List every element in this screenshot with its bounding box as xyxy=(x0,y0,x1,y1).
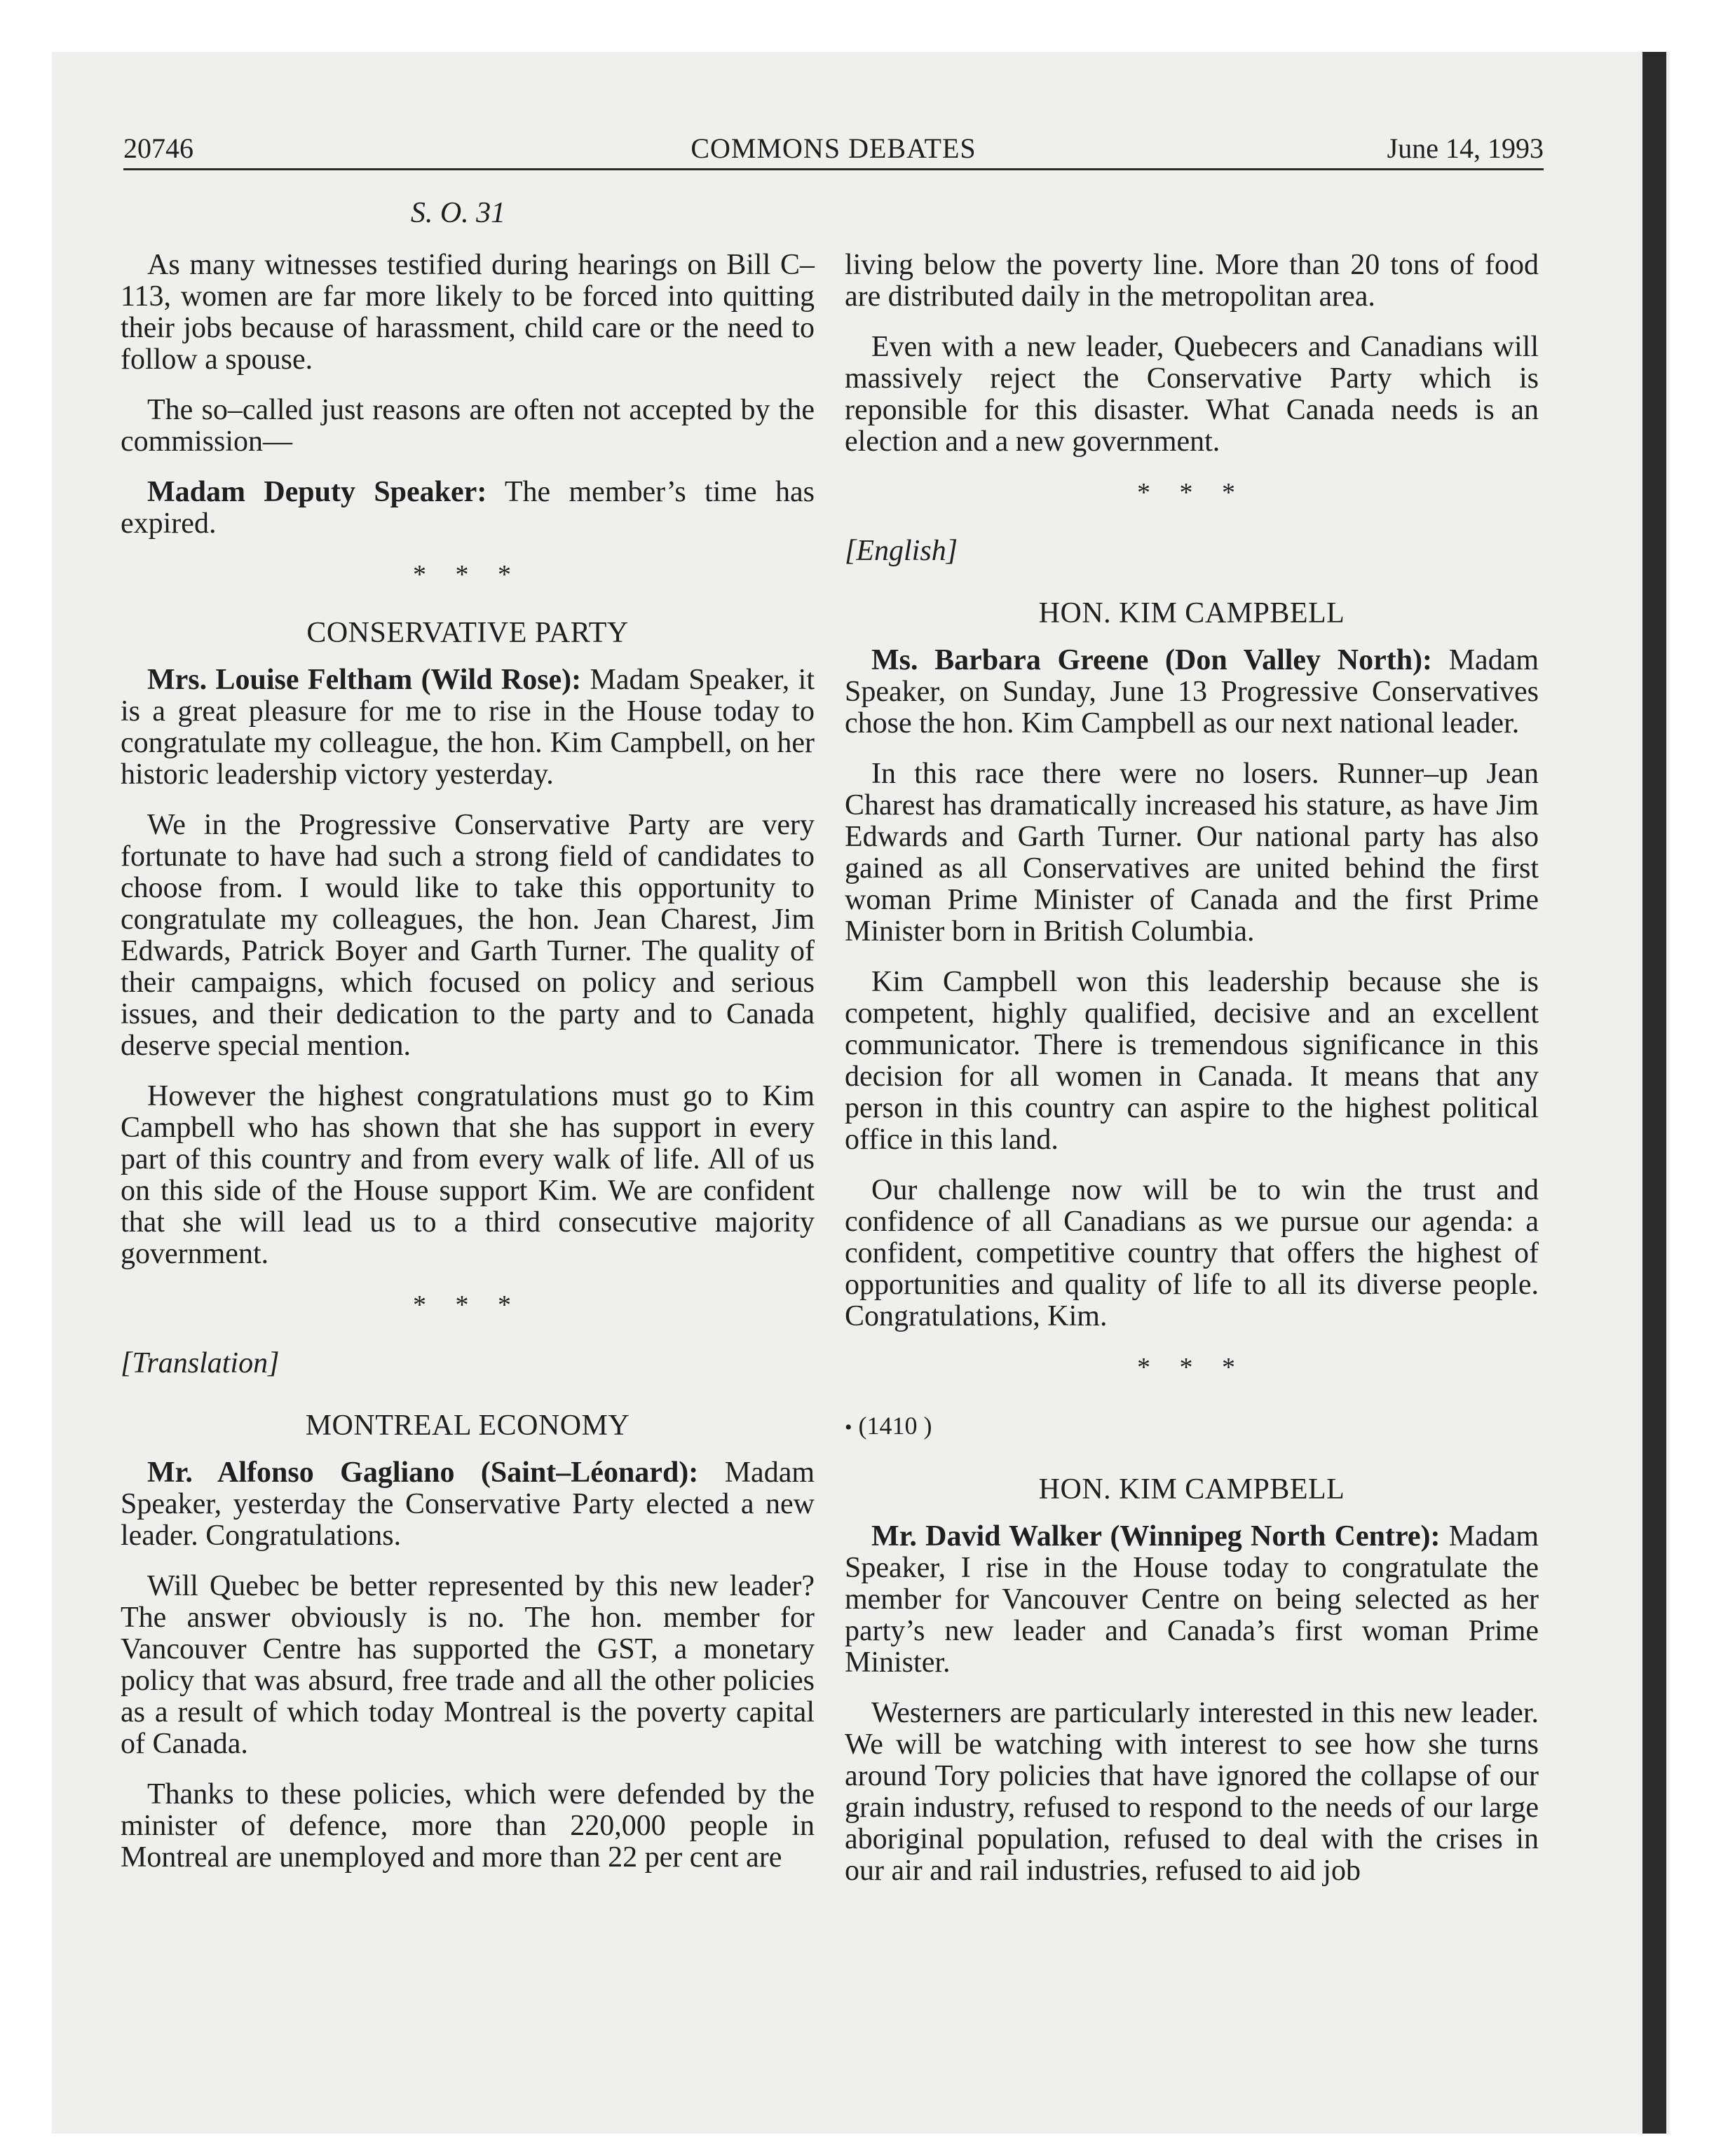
paragraph: Will Quebec be better represented by this new leader? The answer obviously is no. The hon. member for Vancouver Centre has supported the GST, a monetary policy that was absurd, free trade and all the other policies as a result of which today Montreal is the poverty capital of Canada. xyxy=(121,1570,815,1760)
speech-text: The member’s time has expired. xyxy=(121,476,815,540)
time-label: (1410 ) xyxy=(858,1412,932,1440)
bracket: [ xyxy=(121,1347,132,1379)
paragraph xyxy=(121,664,815,791)
section-heading: HON. KIM CAMPBELL xyxy=(1038,597,1345,629)
page-header xyxy=(123,128,1544,170)
speaker-name: Mr. Alfonso Gagliano (Saint–Léonard): xyxy=(147,1456,699,1489)
bullet-icon: • xyxy=(845,1416,852,1439)
paragraph: living below the poverty line. More than 20 tons of food are distributed daily in the metropolitan area. xyxy=(845,249,1539,313)
header-rule xyxy=(123,168,1544,170)
page-number: 20746 xyxy=(123,132,193,164)
paragraph: We in the Progressive Conservative Party are very fortunate to have had such a strong field of candidates to choose from. I would like to take this opportunity to congratulate my colleagues, the hon. Jean Charest, Jim Edwards, Patrick Boyer and Garth Turner. The quality of their campaigns, which focused on policy and serious issues, and their dedication to the party and to Canada deserve special mention. xyxy=(121,809,815,1062)
scan-edge xyxy=(1642,52,1666,2134)
language-label: Translation xyxy=(132,1347,268,1379)
paragraph: Thanks to these policies, which were defended by the minister of defence, more than 220,000 people in Montreal are unemployed and more than 22 per cent are xyxy=(121,1778,815,1874)
speech-text: Madam Speaker, yesterday the Conservative Party elected a new leader. Congratulations. xyxy=(121,1456,815,1552)
left-column xyxy=(121,250,815,1892)
section-tag: S. O. 31 xyxy=(410,197,506,229)
bracket: [ xyxy=(845,535,857,567)
speech-text: Madam Speaker, it is a great pleasure for me to rise in the House today to congratulate my colleague, the hon. Kim Campbell, on her historic leadership victory yesterday. xyxy=(121,664,815,791)
bracket: ] xyxy=(946,535,958,567)
speech-text: Madam Speaker, on Sunday, June 13 Progressive Conservatives chose the hon. Kim Campbell as our next national leader. xyxy=(845,644,1539,739)
paragraph xyxy=(845,1521,1539,1679)
speech-text: Madam Speaker, I rise in the House today to congratulate the member for Vancouver Centre on being selected as her party’s new leader and Canada’s first woman Prime Minister. xyxy=(845,1520,1539,1679)
section-heading: HON. KIM CAMPBELL xyxy=(1038,1473,1345,1506)
time-stamp xyxy=(845,1410,1539,1443)
bracket: ] xyxy=(268,1347,280,1379)
section-separator: * * * xyxy=(413,560,522,589)
paragraph: Even with a new leader, Quebecers and Canadians will massively reject the Conservative Party which is reponsible for this disaster. What Canada needs is an election and a new government. xyxy=(845,331,1539,458)
right-column xyxy=(845,250,1539,1906)
language-note xyxy=(121,1348,815,1379)
speaker-name: Mr. David Walker (Winnipeg North Centre): xyxy=(871,1520,1441,1553)
publication-title: COMMONS DEBATES xyxy=(690,132,977,164)
paragraph: Westerners are particularly interested in this new leader. We will be watching with interest to see how she turns around Tory policies that have ignored the collapse of our grain industry, refused to respond to the needs of our large aboriginal population, refused to deal with the crises in our air and rail industries, refused to aid job xyxy=(845,1697,1539,1887)
language-note xyxy=(845,535,1539,567)
section-separator: * * * xyxy=(1137,478,1246,507)
speaker-name: Madam Deputy Speaker: xyxy=(147,476,487,508)
paragraph xyxy=(845,645,1539,739)
paragraph xyxy=(121,477,815,540)
language-label: English xyxy=(856,535,946,567)
paragraph: As many witnesses testified during hearings on Bill C–113, women are far more likely to be forced into quitting their jobs because of harassment, child care or the need to follow a spouse. xyxy=(121,249,815,376)
paragraph: In this race there were no losers. Runner–up Jean Charest has dramatically increased his stature, as have Jim Edwards and Garth Turner. Our national party has also gained as all Conservatives are united behind the first woman Prime Minister of Canada and the first Prime Minister born in British Columbia. xyxy=(845,758,1539,948)
paragraph: However the highest congratulations must go to Kim Campbell who has shown that she has support in every part of this country and from every walk of life. All of us on this side of the House support Kim. We are confident that she will lead us to a third consecutive majority government. xyxy=(121,1080,815,1270)
speaker-name: Ms. Barbara Greene (Don Valley North): xyxy=(871,644,1433,676)
section-separator: * * * xyxy=(1137,1353,1246,1382)
speaker-name: Mrs. Louise Feltham (Wild Rose): xyxy=(147,664,582,696)
section-heading: CONSERVATIVE PARTY xyxy=(306,617,629,649)
section-heading: MONTREAL ECONOMY xyxy=(305,1410,630,1442)
paragraph: Kim Campbell won this leadership because she is competent, highly qualified, decisive and an excellent communicator. There is tremendous significance in this decision for all women in Canada. It means that any person in this country can aspire to the highest political office in this land. xyxy=(845,966,1539,1156)
page-date: June 14, 1993 xyxy=(1387,132,1544,164)
paragraph xyxy=(121,1457,815,1552)
section-separator: * * * xyxy=(413,1290,522,1320)
paragraph: The so–called just reasons are often not accepted by the commission— xyxy=(121,394,815,458)
paragraph: Our challenge now will be to win the trust and confidence of all Canadians as we pursue our agenda: a confident, competitive country that offers the highest of opportunities and quality of life to all its diverse people. Congratulations, Kim. xyxy=(845,1174,1539,1332)
